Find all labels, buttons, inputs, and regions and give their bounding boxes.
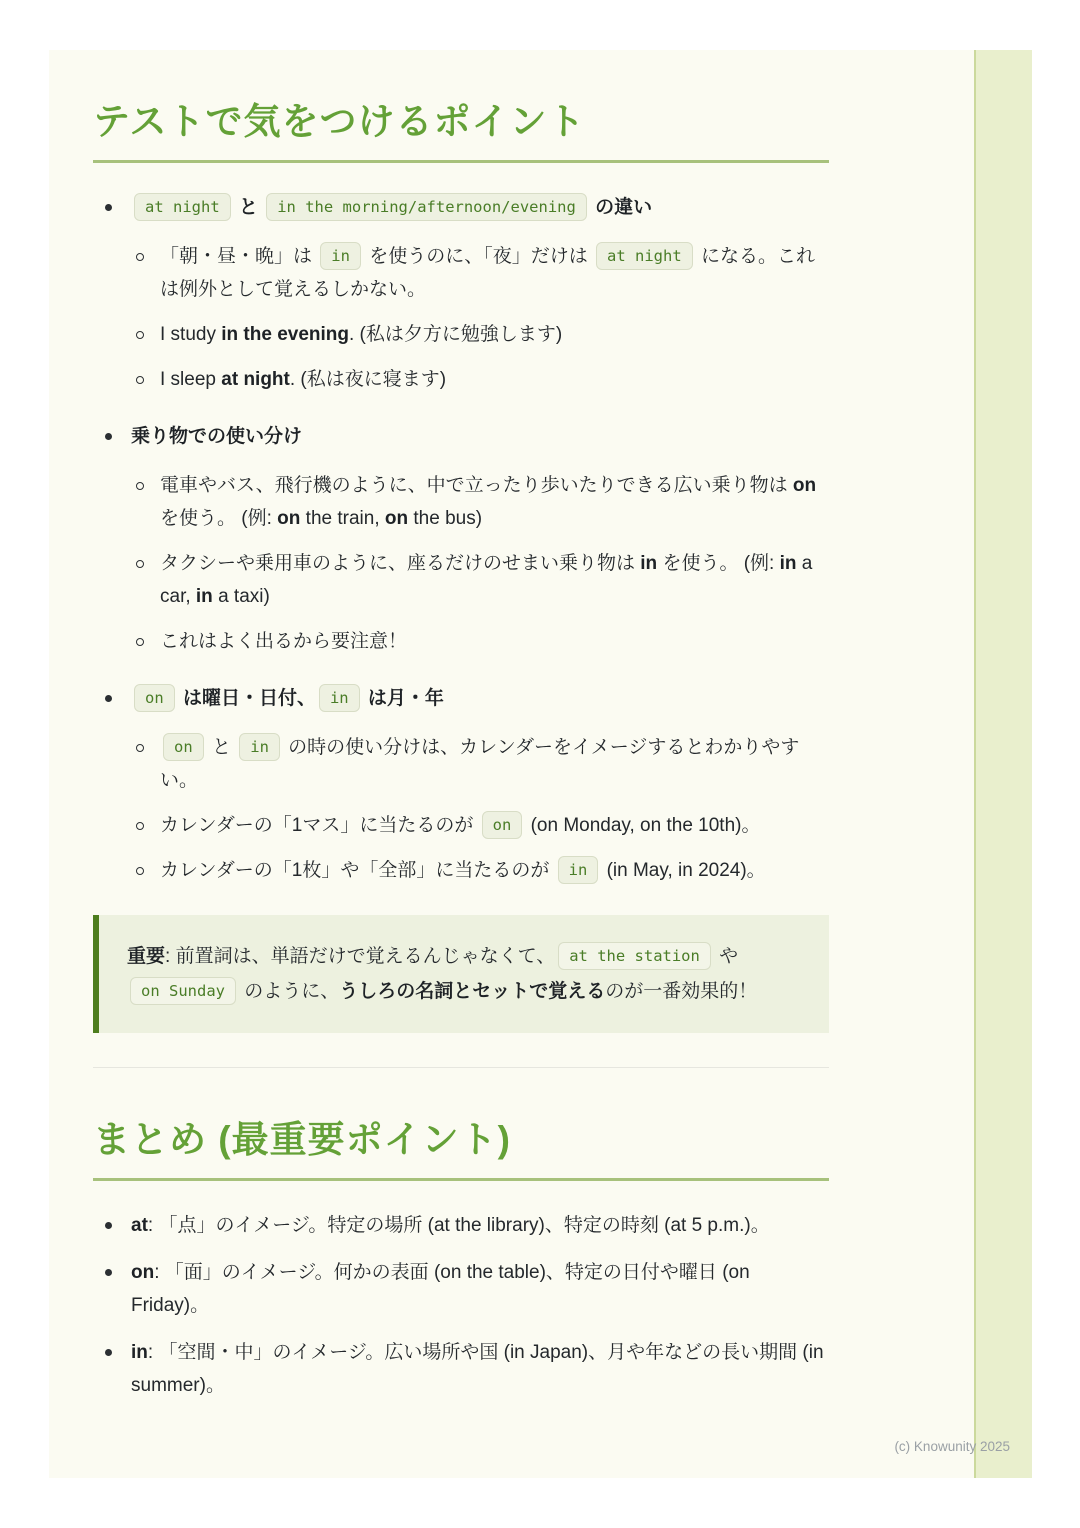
code-badge: on Sunday <box>130 977 236 1005</box>
copyright-text: (c) Knowunity 2025 <box>894 1439 1010 1454</box>
sub-list-item <box>136 547 829 613</box>
list-item <box>93 1256 829 1322</box>
summary-list <box>93 1209 829 1402</box>
sub-list-item <box>136 469 829 535</box>
bullet-marker-cell <box>136 547 160 568</box>
text-segment: になる。これは例外として覚えるしかない。 <box>160 246 815 300</box>
list-item-text <box>131 682 829 715</box>
bold-text: 重要 <box>127 946 166 967</box>
text-segment: the train, <box>300 508 385 529</box>
bullet-ring-icon <box>136 331 144 339</box>
text-segment: : 前置詞は、単語だけで覚えるんじゃなくて、 <box>165 946 556 967</box>
text-segment: a taxi) <box>212 586 270 607</box>
section-title-summary: まとめ (最重要ポイント) <box>93 1119 511 1160</box>
text-segment: のが一番効果的！ <box>605 981 758 1002</box>
bold-text: on <box>384 508 409 529</box>
text-segment: を使う。 (例: <box>657 553 780 574</box>
bold-text: in <box>195 586 213 607</box>
sub-list-item <box>136 363 829 396</box>
code-badge: in <box>319 684 360 712</box>
bullet-marker-cell <box>136 240 160 261</box>
text-segment: 「朝・昼・晩」は <box>160 246 318 267</box>
list-item <box>93 1209 829 1242</box>
bold-text: in <box>640 553 658 574</box>
bullet-marker-cell <box>105 1336 131 1356</box>
sub-list-item <box>136 625 829 658</box>
code-badge: at night <box>596 242 693 270</box>
text-segment: : 「面」のイメージ。何かの表面 (on the table)、特定の日付や曜日 (on Friday)。 <box>131 1262 750 1316</box>
list-item-text <box>160 363 829 396</box>
bullet-dot-icon <box>105 1269 112 1276</box>
list-item-text <box>131 191 829 224</box>
important-callout-text <box>127 939 801 1009</box>
text-segment: の時の使い分けは、カレンダーをイメージするとわかりやすい。 <box>160 737 800 791</box>
sub-list <box>136 731 829 887</box>
list-item-text <box>160 809 829 842</box>
bullet-dot-icon <box>105 433 112 440</box>
text-segment: と <box>206 737 237 758</box>
document-page <box>49 50 1032 1478</box>
list-item-text <box>160 625 829 658</box>
code-badge: on <box>134 684 175 712</box>
text-segment: : 「点」のイメージ。特定の場所 (at the library)、特定の時刻 (at 5 p.m.)。 <box>147 1215 770 1236</box>
sub-list <box>136 469 829 658</box>
bullet-ring-icon <box>136 822 144 830</box>
bold-text: は月・年 <box>362 688 444 709</box>
list-item-text <box>160 240 829 306</box>
text-segment: を使うのに、「夜」だけは <box>363 246 594 267</box>
text-segment: これはよく出るから要注意！ <box>160 631 408 652</box>
code-badge: in <box>558 856 599 884</box>
text-segment: 電車やバス、飛行機のように、中で立ったり歩いたりできる広い乗り物は <box>160 475 793 496</box>
list-item-text <box>160 731 829 797</box>
list-item <box>93 1336 829 1402</box>
code-badge: at night <box>134 193 231 221</box>
bold-text: in <box>131 1342 148 1363</box>
bullet-ring-icon <box>136 376 144 384</box>
sub-list <box>136 240 829 396</box>
text-segment: . (私は夕方に勉強します) <box>349 324 563 345</box>
bold-text: at <box>131 1215 148 1236</box>
list-item-text <box>160 469 829 535</box>
bullet-marker-cell <box>136 318 160 339</box>
bullet-marker-cell <box>105 1256 131 1276</box>
list-item <box>93 191 829 224</box>
text-segment: タクシーや乗用車のように、座るだけのせまい乗り物は <box>160 553 641 574</box>
bullet-marker-cell <box>136 731 160 752</box>
text-segment: カレンダーの「1枚」や「全部」に当たるのが <box>160 860 555 881</box>
bold-text: in the evening <box>221 324 349 345</box>
important-callout <box>93 915 829 1033</box>
text-segment: カレンダーの「1マス」に当たるのが <box>160 815 479 836</box>
bold-text: うしろの名詞とセットで覚える <box>339 981 606 1002</box>
bullet-dot-icon <box>105 1222 112 1229</box>
sub-list-item <box>136 731 829 797</box>
bullet-marker-cell <box>136 854 160 875</box>
bold-text: at night <box>221 369 290 390</box>
text-segment: (on Monday, on the 10th)。 <box>525 815 761 836</box>
section-divider <box>93 1067 829 1068</box>
bullet-ring-icon <box>136 867 144 875</box>
bullet-dot-icon <box>105 695 112 702</box>
text-segment: the bus) <box>408 508 483 529</box>
bold-text: in <box>779 553 797 574</box>
bold-text: と <box>233 197 264 218</box>
list-item-text <box>160 547 829 613</box>
text-segment: I study <box>160 324 222 345</box>
bullet-ring-icon <box>136 744 144 752</box>
bold-text: on <box>131 1262 155 1283</box>
text-segment: のように、 <box>239 981 340 1002</box>
list-item <box>93 682 829 715</box>
code-badge: on <box>482 811 523 839</box>
text-segment: a car, <box>160 553 813 607</box>
text-segment: (in May, in 2024)。 <box>601 860 766 881</box>
page-content <box>93 50 829 1416</box>
sub-list-item <box>136 854 829 887</box>
bullet-marker-cell <box>105 191 131 211</box>
code-badge: at the station <box>558 942 711 970</box>
section-title-test-points: テストで気をつけるポイント <box>93 101 586 142</box>
bold-text: 乗り物での使い分け <box>131 426 303 447</box>
text-segment: や <box>713 946 739 967</box>
bullet-dot-icon <box>105 204 112 211</box>
list-item-text <box>160 854 829 887</box>
list-item-text <box>131 1209 829 1242</box>
sub-list-item <box>136 809 829 842</box>
sub-list-item <box>136 240 829 306</box>
text-segment: I sleep <box>160 369 222 390</box>
bullet-marker-cell <box>105 420 131 440</box>
bullet-marker-cell <box>136 469 160 490</box>
bullet-ring-icon <box>136 253 144 261</box>
bold-text: は曜日・日付、 <box>177 688 316 709</box>
bullet-marker-cell <box>105 682 131 702</box>
list-item-text <box>131 1336 829 1402</box>
text-segment: . (私は夜に寝ます) <box>289 369 447 390</box>
text-segment: を使う。 (例: <box>160 508 278 529</box>
list-item-text <box>131 1256 829 1322</box>
text-segment: : 「空間・中」のイメージ。広い場所や国 (in Japan)、月や年などの長い期間 (in summer)。 <box>131 1342 824 1396</box>
bullet-marker-cell <box>136 809 160 830</box>
bullet-marker-cell <box>136 625 160 646</box>
heading-underline <box>93 1178 829 1181</box>
bullet-dot-icon <box>105 1349 112 1356</box>
code-badge: in <box>320 242 361 270</box>
right-margin-stripe <box>974 50 1032 1478</box>
list-item-text <box>160 318 829 351</box>
code-badge: in the morning/afternoon/evening <box>266 193 587 221</box>
list-item-text <box>131 420 829 453</box>
test-points-list <box>93 191 829 887</box>
heading-underline <box>93 160 829 163</box>
bullet-ring-icon <box>136 638 144 646</box>
bullet-ring-icon <box>136 482 144 490</box>
bold-text: on <box>792 475 817 496</box>
bold-text: の違い <box>589 197 653 218</box>
sub-list-item <box>136 318 829 351</box>
bold-text: on <box>277 508 301 529</box>
bullet-marker-cell <box>136 363 160 384</box>
bullet-marker-cell <box>105 1209 131 1229</box>
list-item <box>93 420 829 453</box>
bullet-ring-icon <box>136 560 144 568</box>
code-badge: in <box>239 733 280 761</box>
code-badge: on <box>163 733 204 761</box>
